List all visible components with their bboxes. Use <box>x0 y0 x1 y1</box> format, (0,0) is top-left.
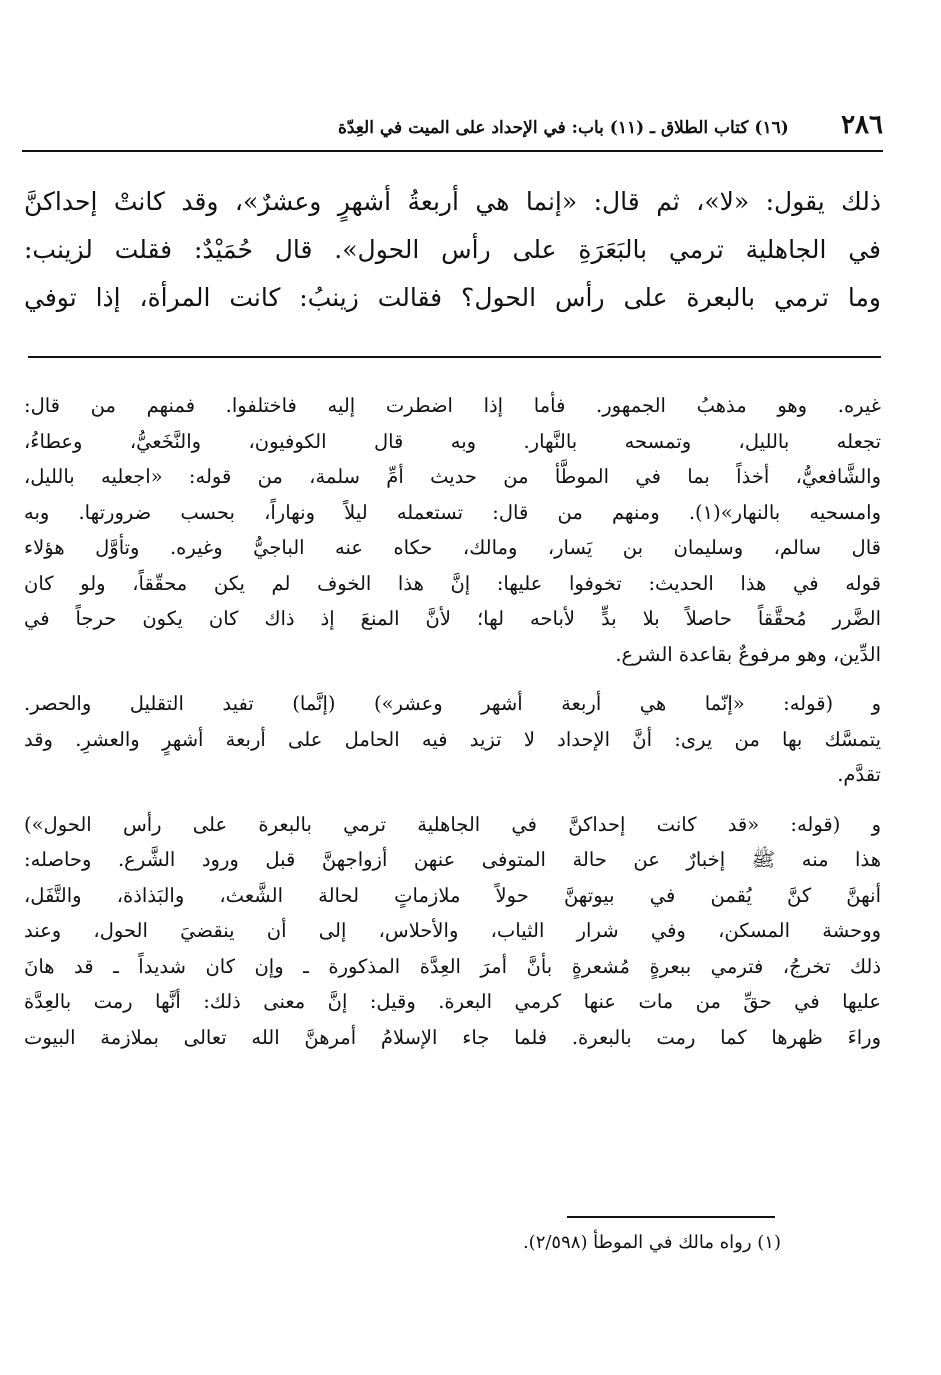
commentary-line: ذلك تخرجُ، فترمي ببعرةٍ مُشعرةٍ بأنَّ أمرَ العِدَّة المذكورة ـ وإن كان شديداً ـ قد هانَ <box>24 954 881 978</box>
text-separator <box>28 356 881 358</box>
commentary-line: أنهنَّ كنَّ يُقمن في بيوتهنَّ حولاً ملازماتٍ لحالة الشَّعث، والبَذاذة، والتَّفَل، <box>24 883 881 907</box>
commentary-line: وامسحيه بالنهار»(١). ومنهم من قال: تستعمله ليلاً ونهاراً، بحسب ضرورتها. وبه <box>24 500 881 524</box>
commentary-line: هذا منه ﷺ إخبارٌ عن حالة المتوفى عنهن أزواجهنَّ قبل ورود الشَّرع. وحاصله: <box>24 848 881 871</box>
commentary-line: الدِّين، وهو مرفوعٌ بقاعدة الشرع. <box>615 642 881 666</box>
commentary-line: قال سالم، وسليمان بن يَسار، ومالك، حكاه عنه الباجيُّ وغيره. وتأوَّل هؤلاء <box>24 536 881 559</box>
running-head: (١٦) كتاب الطلاق ـ (١١) باب: في الإحداد على الميت في العِدّة <box>338 118 789 138</box>
commentary-line: والشَّافعيُّ، أخذاً بما في الموطَّأ من حديث أمِّ سلمة، من قوله: «اجعليه بالليل، <box>24 465 881 488</box>
commentary-text <box>24 388 881 1069</box>
hadith-line: ذلك يقول: «لا»، ثم قال: «إنما هي أربعةُ أشهرٍ وعشرٌ»، وقد كانتْ إحداكنَّ <box>24 187 881 216</box>
hadith-line: في الجاهلية ترمي بالبَعَرَةِ على رأس الحول». قال حُمَيْدٌ: فقلت لزينب: <box>24 235 881 264</box>
commentary-line: تجعله بالليل، وتمسحه بالنَّهار. وبه قال الكوفيون، والنَّخَعيُّ، وعطاءُ، <box>24 429 881 453</box>
commentary-paragraph <box>24 388 881 672</box>
hadith-line: وما ترمي بالبعرة على رأس الحول؟ فقالت زينبُ: كانت المرأة، إذا توفي <box>24 283 881 312</box>
commentary-line: يتمسَّك بها من يرى: أنَّ الإحداد لا تزيد فيه الحامل على أربعة أشهرٍ والعشرِ. وقد <box>24 727 881 751</box>
commentary-line: الضَّرر مُحقَّقاً حاصلاً بلا بدٍّ لأباحه لها؛ لأنَّ المنعَ إذ ذاك كان يكون حرجاً في <box>24 607 881 630</box>
commentary-line: قوله في هذا الحديث: تخوفوا عليها: إنَّ هذا الخوف لم يكن محقّقاً، ولو كان <box>24 571 881 595</box>
commentary-paragraph <box>24 686 881 793</box>
commentary-line: عليها في حقِّ من مات عنها كرمي البعرة. وقيل: إنَّ معنى ذلك: أنَّها رمت بالعِدَّة <box>24 990 881 1013</box>
commentary-line: ووحشة المسكن، وفي شرار الثياب، والأحلاس، إلى أن ينقضيَ الحول، وعند <box>24 919 881 942</box>
commentary-line: وراءَ ظهرها كما رمت بالبعرة. فلما جاء الإسلامُ أمرهنَّ الله تعالى بملازمة البيوت <box>24 1025 881 1049</box>
commentary-paragraph <box>24 807 881 1056</box>
footnote: (١) رواه مالك في الموطأ (٢/٥٩٨). <box>522 1232 781 1253</box>
commentary-line: و (قوله: «قد كانت إحداكنَّ في الجاهلية ترمي بالبعرة على رأس الحول») <box>24 812 881 836</box>
hadith-text <box>24 178 881 322</box>
page-number: ٢٨٦ <box>841 110 883 140</box>
page-header <box>22 104 883 152</box>
footnote-separator <box>567 1216 775 1218</box>
commentary-line: تقدَّم. <box>837 763 881 786</box>
commentary-line: و (قوله: «إنّما هي أربعة أشهر وعشر») (إنَّما) تفيد التقليل والحصر. <box>24 692 881 715</box>
commentary-line: غيره. وهو مذهبُ الجمهور. فأما إذا اضطرت إليه فاختلفوا. فمنهم من قال: <box>24 394 881 417</box>
